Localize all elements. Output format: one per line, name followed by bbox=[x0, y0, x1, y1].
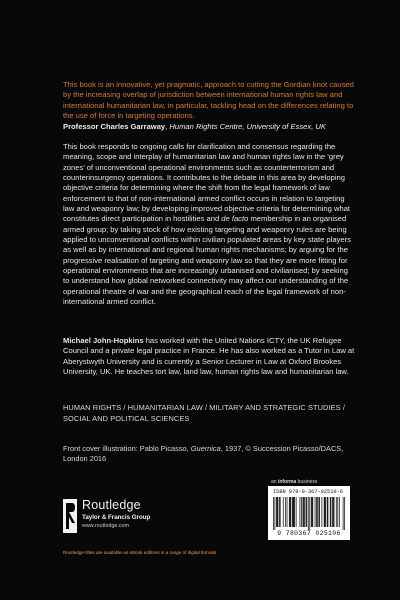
endorsement-attribution: Professor Charles Garraway, Human Rights Centre, University of Essex, UK bbox=[63, 122, 326, 131]
barcode-bar bbox=[296, 497, 297, 527]
description-part-1: This book responds to ongoing calls for clarification and consensus regarding the meaning, scope and interplay of humanitarian law and human rights law in the ‘grey zones’ of unconventional operational environments such as counterterrorism and counterinsurgency operations. It contributes to the debate in this area by developing objective criteria for determining where the shift from the legal framework of law enforcement to that of non-international armed conflict occurs in relation to targeting law and weaponry law; by developing improved objective criteria for determining what constitutes direct participation in hostilities and bbox=[63, 142, 351, 224]
barcode-bar bbox=[283, 497, 284, 527]
description-italic-term: de facto bbox=[221, 214, 249, 224]
informa-prefix: an bbox=[271, 479, 278, 485]
barcode-digits: 9 780367 025106 bbox=[277, 530, 341, 537]
barcode-bar bbox=[309, 497, 310, 530]
barcode-bar bbox=[344, 497, 345, 530]
barcode-bar bbox=[293, 497, 294, 527]
barcode-bar bbox=[279, 497, 280, 527]
cover-credit bbox=[63, 444, 353, 465]
endorsement-author: Professor Charles Garraway bbox=[63, 122, 166, 131]
author-bio-text: has worked with the United Nations ICTY, the UK Refugee Council and a private legal practice in France. He has also worked as a Tutor in Law at Aberystwyth University and is currently a Senior Lecturer in Law at Oxford Brookes University, UK. He teaches tort law, land law, human rights law and humanitarian law. bbox=[63, 336, 355, 377]
barcode-bar bbox=[317, 497, 318, 527]
barcode-bar bbox=[319, 497, 320, 527]
barcode-bar bbox=[278, 497, 279, 527]
endorsement-affiliation: Human Rights Centre, University of Essex, UK bbox=[169, 122, 326, 131]
ebook-note: Routledge titles are available as eBook editions in a range of digital formats bbox=[63, 550, 217, 555]
description-part-2: membership in an organised armed group; by taking stock of how existing targeting and weaponry rules are being applied to unconventional conflicts within civilian populated areas by key state players as well as by international and regional human rights mechanisms; by arguing for the progressive realisation of targeting and weaponry law so that they are more fitting for operational environments that are increasingly urbanised and civilianised; by seeking to understand how global networked connectivity may affect our understanding of the operational theatre of war and the geographical reach of the legal framework of non-international armed conflict. bbox=[63, 214, 351, 307]
barcode-bar bbox=[334, 497, 335, 527]
barcode-bar bbox=[318, 497, 319, 527]
barcode-bar bbox=[277, 497, 278, 527]
cover-credit-suffix: , 1937, © Succession Picasso/DACS, London 2016 bbox=[63, 444, 344, 464]
barcode-bar bbox=[332, 497, 333, 527]
barcode-bar bbox=[293, 497, 294, 527]
barcode-bar bbox=[290, 497, 291, 527]
informa-business-label bbox=[271, 479, 317, 485]
barcode-bar bbox=[276, 497, 277, 527]
barcode-bar bbox=[300, 497, 301, 527]
barcode-bar bbox=[324, 497, 325, 527]
barcode-bar bbox=[285, 497, 286, 527]
barcode-bar bbox=[337, 497, 338, 527]
barcode-bar bbox=[311, 497, 312, 527]
barcode-bar bbox=[330, 497, 331, 527]
barcode-bar bbox=[292, 497, 293, 527]
barcode-bar bbox=[306, 497, 307, 527]
author-bio bbox=[63, 336, 356, 377]
barcode-bar bbox=[306, 497, 307, 527]
barcode-bar bbox=[301, 497, 302, 527]
barcode-bar bbox=[273, 497, 274, 530]
cover-credit-artwork: Guernica bbox=[190, 444, 221, 453]
publisher-url: www.routledge.com bbox=[82, 523, 130, 529]
informa-brand: informa bbox=[277, 479, 297, 485]
publisher-name: Routledge bbox=[82, 498, 141, 512]
subject-categories: HUMAN RIGHTS / HUMANITARIAN LAW / MILITARY AND STRATEGIC STUDIES / SOCIAL AND POLITICAL SCIENCES bbox=[63, 403, 345, 423]
book-description bbox=[63, 142, 356, 308]
isbn-label: ISBN 978-0-367-02510-6 bbox=[273, 489, 343, 495]
barcode-bar bbox=[290, 497, 291, 527]
barcode-bar bbox=[304, 497, 305, 527]
barcode-bar bbox=[308, 497, 309, 530]
informa-suffix: business bbox=[296, 479, 318, 485]
cover-credit-prefix: Front cover illustration: Pablo Picasso, bbox=[63, 444, 191, 453]
barcode-bar bbox=[287, 497, 288, 527]
publisher-group: Taylor & Francis Group bbox=[82, 514, 151, 521]
barcode-bar bbox=[327, 497, 328, 527]
barcode-bar bbox=[331, 497, 332, 527]
isbn-barcode bbox=[268, 486, 350, 540]
barcode-bar bbox=[325, 497, 326, 527]
barcode-bar bbox=[328, 497, 329, 527]
endorsement-quote: This book is an innovative, yet pragmatic, approach to cutting the Gordian knot caused by the increasing overlap of jurisdiction between international human rights law and international humanitarian law, in particular, tackling head on the differences relating to the use of force in targeting operations. bbox=[63, 80, 354, 120]
routledge-logo-icon bbox=[63, 499, 77, 533]
author-name: Michael John-Hopkins bbox=[63, 336, 144, 345]
barcode-bar bbox=[312, 497, 313, 527]
barcode-bar bbox=[336, 497, 337, 527]
barcode-bar bbox=[303, 497, 304, 527]
barcode-bar bbox=[325, 497, 326, 527]
barcode-bars bbox=[273, 497, 345, 530]
barcode-bar bbox=[339, 497, 340, 527]
barcode-bar bbox=[280, 497, 281, 527]
barcode-bar bbox=[303, 497, 304, 527]
barcode-bar bbox=[315, 497, 316, 527]
barcode-bar bbox=[343, 497, 344, 530]
barcode-bar bbox=[289, 497, 290, 527]
barcode-bar bbox=[322, 497, 323, 527]
barcode-bar bbox=[333, 497, 334, 527]
barcode-bar bbox=[275, 497, 276, 530]
barcode-bar bbox=[316, 497, 317, 527]
barcode-bar bbox=[294, 497, 295, 527]
barcode-bar bbox=[312, 497, 313, 527]
